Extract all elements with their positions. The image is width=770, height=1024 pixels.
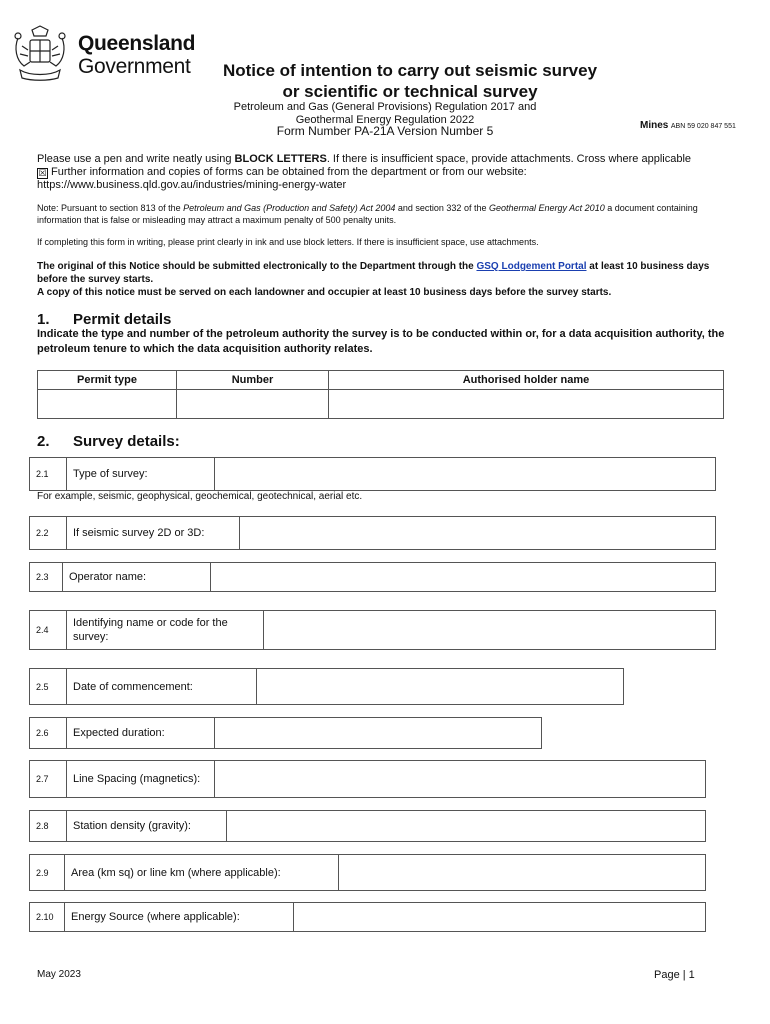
- survey-row-2-7: [29, 760, 706, 798]
- act-name-1: Petroleum and Gas (Production and Safety) Act 2004: [183, 203, 396, 213]
- section-1-title: Permit details: [73, 311, 172, 328]
- row-number: 2.1: [30, 458, 67, 490]
- row-label: Expected duration:: [67, 718, 215, 748]
- legal-note: [37, 202, 727, 226]
- survey-row-2-6: [29, 717, 542, 749]
- writing-note: If completing this form in writing, please print clearly in ink and use block letters. If there is insufficient space, use attachments.: [37, 237, 539, 247]
- lodgement-instructions: [37, 260, 737, 299]
- coat-of-arms-icon: [10, 24, 70, 82]
- section-2-number: 2.: [37, 433, 50, 450]
- area-line-km-field[interactable]: [340, 855, 705, 890]
- identifying-name-field[interactable]: [266, 611, 715, 649]
- further-info-text: Further information and copies of forms can be obtained from the department or from our website:: [48, 166, 527, 178]
- type-of-survey-field[interactable]: [216, 458, 715, 490]
- survey-row-2-2: [29, 516, 716, 550]
- energy-source-field[interactable]: [294, 903, 705, 931]
- col-permit-type: Permit type: [38, 371, 177, 390]
- row-label: Energy Source (where applicable):: [65, 903, 294, 931]
- section-1-description: Indicate the type and number of the petroleum authority the survey is to be conducted within or, for a data acquisition authority, the petroleum tenure to which the data acquisition authority relates.: [37, 328, 725, 355]
- survey-row-2-1: [29, 457, 716, 491]
- row-label: Type of survey:: [67, 458, 215, 490]
- qld-government-logo: [8, 24, 196, 84]
- row-label: If seismic survey 2D or 3D:: [67, 517, 240, 549]
- form-title: [190, 60, 630, 102]
- authorised-holder-field[interactable]: [329, 390, 724, 419]
- permit-type-field[interactable]: [38, 390, 177, 419]
- row-label: Station density (gravity):: [67, 811, 227, 841]
- table-row: [38, 390, 724, 419]
- permit-table: [37, 370, 724, 419]
- row-label: Area (km sq) or line km (where applicable):: [65, 855, 339, 890]
- subtitle-line-1: Petroleum and Gas (General Provisions) Regulation 2017 and: [233, 101, 537, 113]
- row-number: 2.4: [30, 611, 67, 649]
- section-1-number: 1.: [37, 311, 50, 328]
- checkbox-icon[interactable]: ☒: [38, 168, 47, 178]
- instructions-text: Please use a pen and write neatly using: [37, 153, 235, 165]
- row-label: Identifying name or code for the survey:: [67, 611, 264, 649]
- abn-label: ABN 59 020 847 551: [670, 123, 736, 130]
- row-label: Operator name:: [63, 563, 211, 591]
- section-2-heading: [37, 433, 337, 451]
- section-2-title: Survey details:: [73, 433, 180, 450]
- title-line-1: Notice of intention to carry out seismic survey: [222, 61, 598, 80]
- survey-row-2-10: [29, 902, 706, 932]
- instructions-text-cont: . If there is insufficient space, provide attachments. Cross where applicable: [326, 153, 692, 165]
- col-number: Number: [177, 371, 329, 390]
- station-density-field[interactable]: [227, 811, 705, 841]
- row-number: 2.5: [30, 669, 67, 704]
- subtitle-line-2: Geothermal Energy Regulation 2022: [295, 114, 475, 126]
- logo-text-queensland: Queensland: [78, 32, 196, 55]
- survey-row-2-5: [29, 668, 624, 705]
- survey-row-2-4: [29, 610, 716, 650]
- row-number: 2.7: [30, 761, 67, 797]
- gsq-lodgement-portal-link[interactable]: GSQ Lodgement Portal: [476, 261, 587, 272]
- note-text: Note: Pursuant to section 813 of the: [37, 203, 184, 213]
- row-number: 2.3: [30, 563, 63, 591]
- mines-label: Mines: [640, 120, 669, 131]
- seismic-2d-3d-field[interactable]: [240, 517, 715, 549]
- mines-abn: [640, 120, 736, 131]
- permit-number-field[interactable]: [177, 390, 329, 419]
- expected-duration-field[interactable]: [216, 718, 541, 748]
- website-url[interactable]: https://www.business.qld.gov.au/industries/mining-energy-water: [37, 179, 347, 191]
- row-number: 2.2: [30, 517, 67, 549]
- block-letters-emphasis: BLOCK LETTERS: [234, 153, 327, 165]
- survey-row-2-3: [29, 562, 716, 592]
- footer-date: May 2023: [37, 969, 81, 980]
- row-label: Line Spacing (magnetics):: [67, 761, 215, 797]
- logo-text-government: Government: [78, 55, 191, 78]
- table-header-row: [38, 371, 724, 390]
- line-spacing-field[interactable]: [216, 761, 705, 797]
- form-number: Form Number PA-21A Version Number 5: [276, 124, 494, 138]
- note-text-2: and section 332 of the: [395, 203, 489, 213]
- lodgement-text: The original of this Notice should be submitted electronically to the Department through the: [37, 261, 477, 272]
- row-number: 2.9: [30, 855, 65, 890]
- service-notice-text: A copy of this notice must be served on each landowner and occupier at least 10 business days before the survey starts.: [37, 287, 612, 298]
- date-of-commencement-field[interactable]: [258, 669, 623, 704]
- row-label: Date of commencement:: [67, 669, 257, 704]
- col-authorised-holder: Authorised holder name: [329, 371, 724, 390]
- title-line-2: or scientific or technical survey: [282, 82, 538, 101]
- row-number: 2.8: [30, 811, 67, 841]
- row-number: 2.10: [30, 903, 65, 931]
- lodgement-text-2: at least 10 business days before the survey starts.: [37, 261, 710, 285]
- note-text-3: a document containing information that is false or misleading may attract a maximum penalty of 500 penalty units.: [37, 203, 698, 225]
- survey-row-2-9: [29, 854, 706, 891]
- page-number: Page | 1: [654, 969, 695, 981]
- operator-name-field[interactable]: [212, 563, 715, 591]
- survey-row-2-8: [29, 810, 706, 842]
- row-number: 2.6: [30, 718, 67, 748]
- instructions: [37, 153, 737, 192]
- survey-type-example: For example, seismic, geophysical, geochemical, geotechnical, aerial etc.: [37, 491, 363, 502]
- act-name-2: Geothermal Energy Act 2010: [488, 203, 605, 213]
